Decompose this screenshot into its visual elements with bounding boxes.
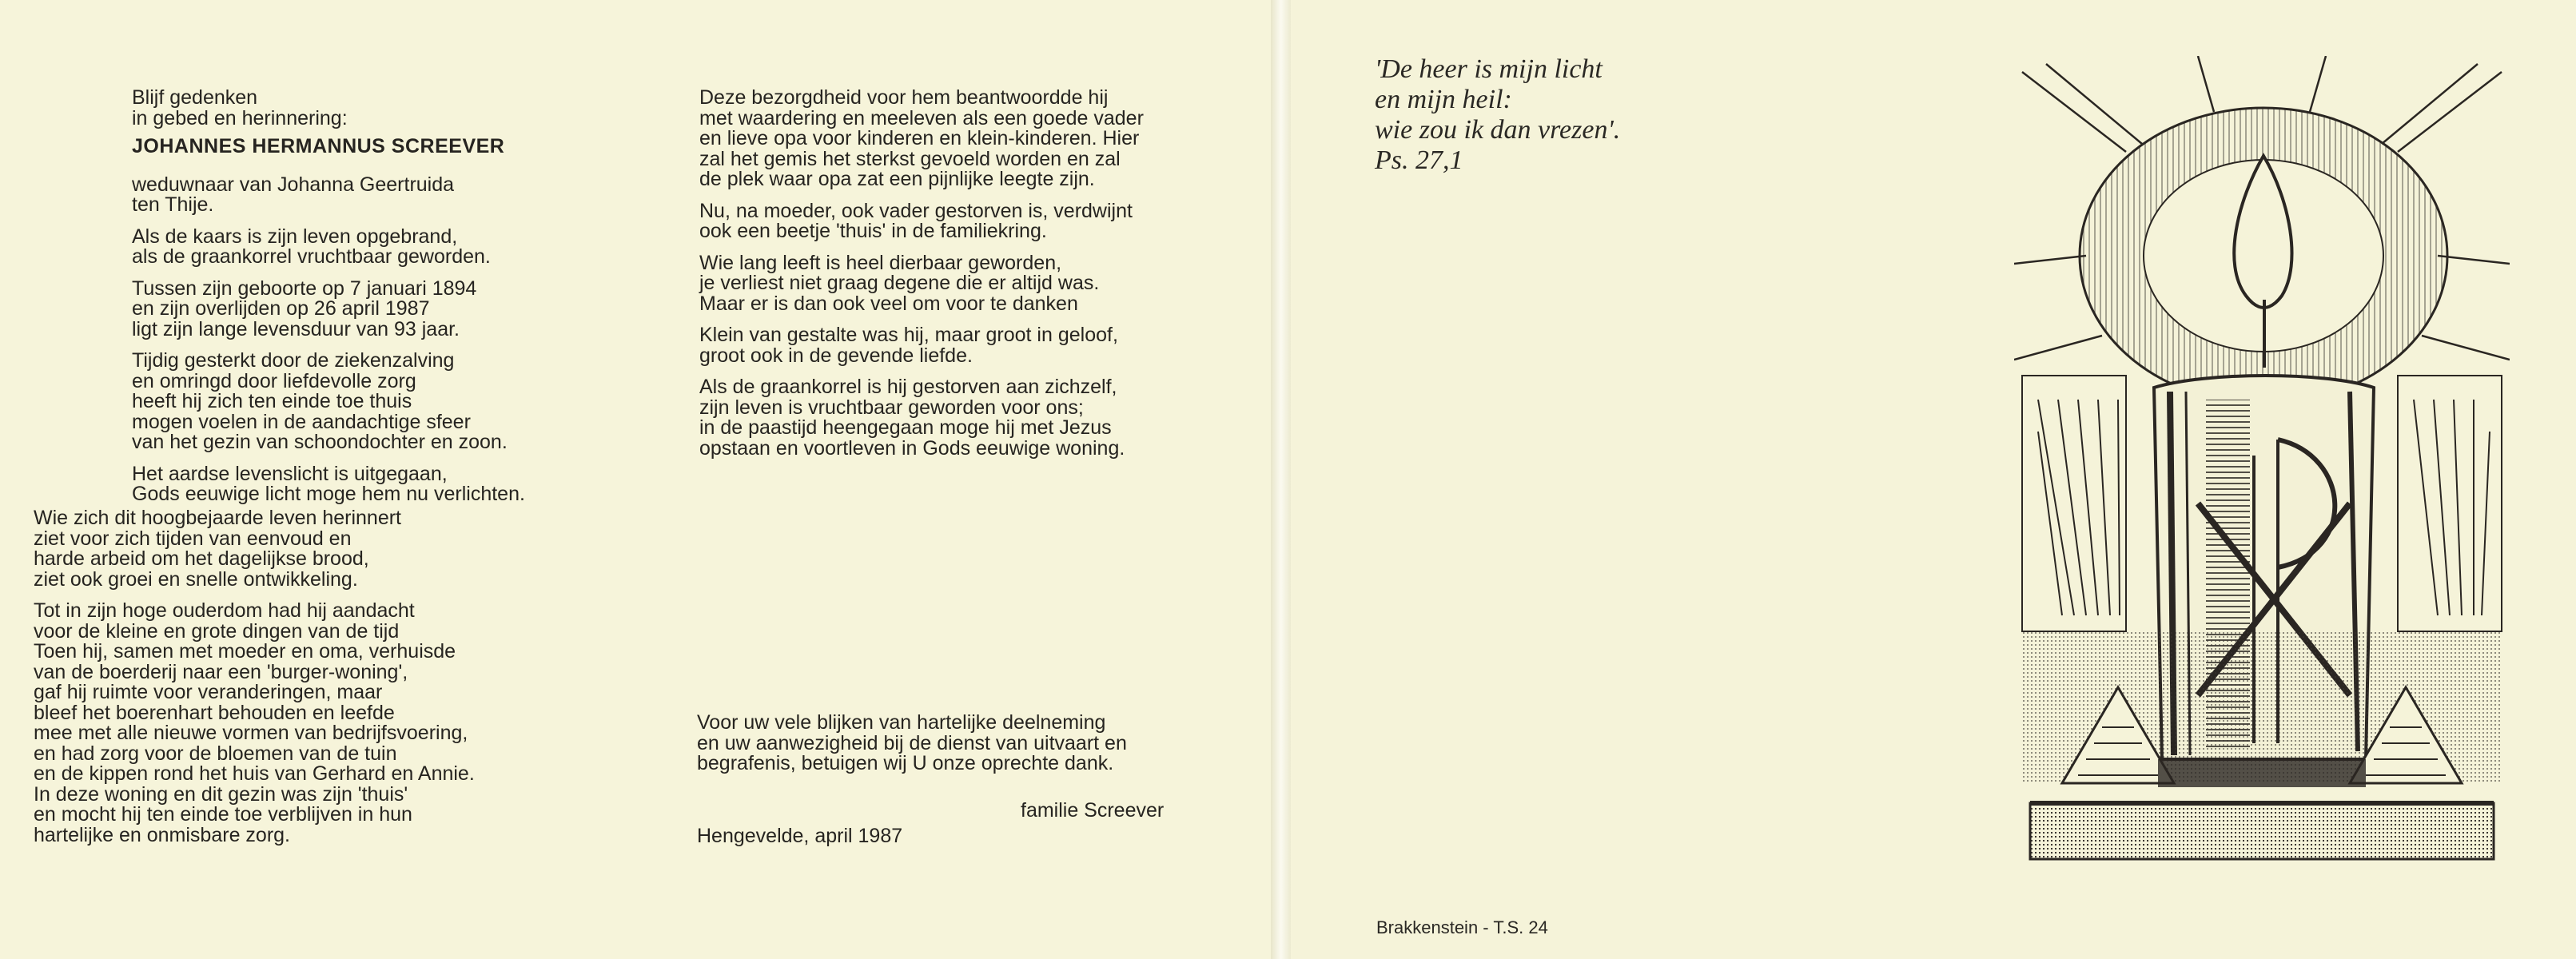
candle-illustration [2014,56,2510,871]
paragraph: Het aardse levenslicht is uitgegaan, Gods eeuwige licht moge hem nu verlichten. [132,462,525,505]
psalm-verse: 'De heer is mijn licht en mijn heil: wie zou ik dan vrezen'. Ps. 27,1 [1375,54,1621,175]
paragraph: Wie zich dit hoogbejaarde leven herinnert ziet voor zich tijden van eenvoud en harde arbeid om het dagelijkse brood, ziet ook groei en snelle ontwikkeling. [34,507,401,591]
paragraph: Tot in zijn hoge ouderdom had hij aandacht voor de kleine en grote dingen van de tijd Toen hij, samen met moeder en oma, verhuisde van de boerderij naar een 'burger-woning', gaf hij ruimte voor veranderingen, maar bleef het boerenhart behouden en leefde mee met alle nieuwe vormen van bedrijfsvoering, en had zorg voor de bloemen van de tuin en de kippen rond het huis van Gerhard en Annie. In deze woning en dit gezin was zijn 'thuis' en mocht hij ten einde toe verblijven in hun hartelijke en onmisbare zorg. [34,599,475,846]
text-column-a [132,88,643,516]
publisher-credit: Brakkenstein - T.S. 24 [1376,917,1548,937]
base-triangles [2022,631,2502,787]
paragraph: Wie lang leeft is heel dierbaar geworden, je verliest niet graag degene die er altijd was. Maar er is dan ook veel om voor te danken [699,251,1100,315]
text-column-c [699,88,1243,470]
family-signature: familie Screever [1021,799,1165,822]
memorial-card-left-panel [0,0,1271,959]
intro-text: Blijf gedenken in gebed en herinnering: [132,86,348,129]
thanks-text: Voor uw vele blijken van hartelijke deelneming en uw aanwezigheid bij de dienst van uitvaart en begrafenis, betuigen wij U onze oprechte dank. [697,711,1127,774]
paragraph: Deze bezorgdheid voor hem beantwoordde hij met waardering en meeleven als een goede vader en lieve opa voor kinderen en klein-kinderen. Hier zal het gemis het sterkst gevoeld worden en zal de plek waar opa zat een pijnlijke leegte zijn. [699,86,1144,190]
paragraph: Tussen zijn geboorte op 7 januari 1894 en zijn overlijden op 26 april 1987 ligt zijn lange levensduur van 93 jaar. [132,277,477,340]
base-plinth [2030,803,2494,859]
card-fold [1271,0,1291,959]
deceased-name: JOHANNES HERMANNUS SCREEVER [132,135,505,157]
paragraph: Als de kaars is zijn leven opgebrand, als de graankorrel vruchtbaar geworden. [132,225,491,268]
widower-text: weduwnaar van Johanna Geertruida ten Thije. [132,173,455,216]
paragraph: Als de graankorrel is hij gestorven aan zichzelf, zijn leven is vruchtbaar geworden voor ons; in de paastijd heengegaan moge hij met Jezus opstaan en voortleven in Gods eeuwige woning. [699,376,1125,460]
paragraph: Nu, na moeder, ook vader gestorven is, verdwijnt ook een beetje 'thuis' in de familiekring. [699,199,1133,242]
thanks-column [697,713,1192,786]
text-column-b [34,508,617,857]
place-date: Hengevelde, april 1987 [697,825,903,847]
paragraph: Tijdig gesterkt door de ziekenzalving en omringd door liefdevolle zorg heeft hij zich ten einde toe thuis mogen voelen in de aandachtige sfeer van het gezin van schoondochter en zoon. [132,349,508,453]
paragraph: Klein van gestalte was hij, maar groot in geloof, groot ook in de gevende liefde. [699,324,1118,367]
